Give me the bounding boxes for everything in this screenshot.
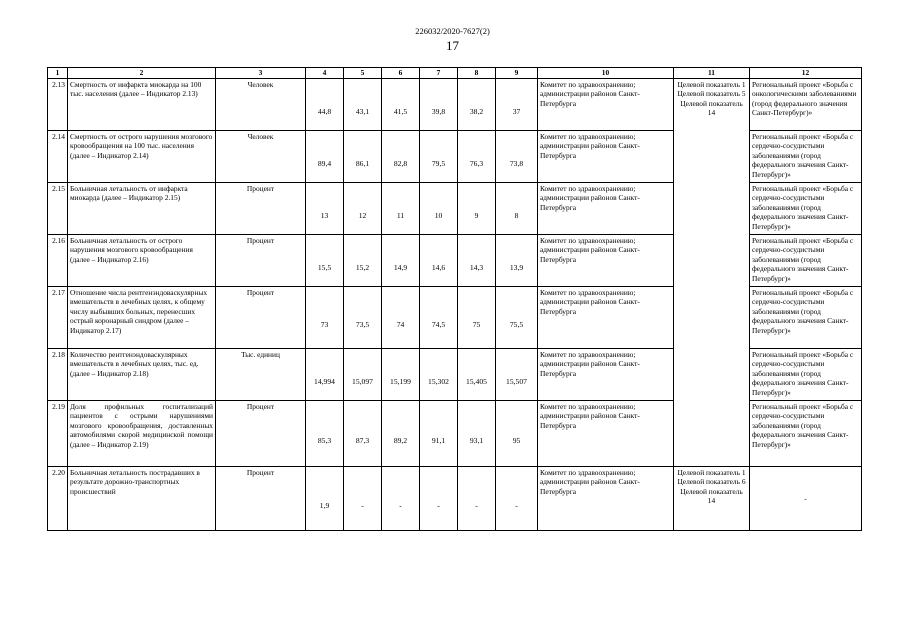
value-cell: [344, 401, 382, 467]
value-cell: [420, 349, 458, 401]
row-number: 2.20: [48, 467, 68, 531]
column-number: 8: [458, 68, 496, 79]
value-text: 15,2: [355, 262, 370, 272]
value-text: 74: [396, 319, 405, 329]
indicator-name: Смертность от острого нарушения мозгового кровообращения на 100 тыс. населения (далее – Индикатор 2.14): [68, 131, 216, 183]
table-row: [48, 79, 862, 131]
value-cell: [496, 349, 538, 401]
column-number-row: [48, 68, 862, 79]
value-text: 14,9: [393, 262, 408, 272]
column-number: 9: [496, 68, 538, 79]
value-text: 14,994: [314, 376, 335, 386]
unit-cell: Человек: [216, 79, 306, 131]
responsible-cell: Комитет по здравоохранению; администрации районов Санкт-Петербурга: [538, 287, 674, 349]
responsible-cell: Комитет по здравоохранению; администрации районов Санкт-Петербурга: [538, 235, 674, 287]
value-text: 37: [512, 106, 521, 116]
value-text: 15,199: [390, 376, 411, 386]
value-text: 38,2: [469, 106, 484, 116]
page-number: 17: [446, 38, 459, 53]
value-text: 93,1: [469, 435, 484, 445]
row-number: 2.18: [48, 349, 68, 401]
value-cell: [344, 349, 382, 401]
value-cell: [382, 287, 420, 349]
indicator-name: Больничная летальность от острого нарушения мозгового кровообращения (далее – Индикатор 2.16): [68, 235, 216, 287]
column-number: 11: [674, 68, 750, 79]
row-number: 2.19: [48, 401, 68, 467]
unit-cell: Процент: [216, 183, 306, 235]
value-cell: [496, 467, 538, 531]
value-text: 76,3: [469, 158, 484, 168]
indicator-name: Доля профильных госпитализаций пациентов с острыми нарушениями мозгового кровообращения, доставленных автомобилями скорой медицинской помощи (далее – Индикатор 2.19): [68, 401, 216, 467]
target-cell: Целевой показатель 1 Целевой показатель 5 Целевой показатель 14: [674, 79, 750, 467]
value-text: 13: [320, 210, 329, 220]
value-text: 39,8: [431, 106, 446, 116]
value-cell: [458, 131, 496, 183]
unit-cell: Процент: [216, 401, 306, 467]
value-text: 73,8: [509, 158, 524, 168]
project-cell: Региональный проект «Борьба с сердечно-сосудистыми заболеваниями (город федерального значения Санкт-Петербург)»: [750, 287, 862, 349]
value-text: 1,9: [319, 500, 330, 510]
unit-cell: Процент: [216, 467, 306, 531]
value-cell: [382, 467, 420, 531]
value-cell: [382, 131, 420, 183]
unit-cell: Человек: [216, 131, 306, 183]
value-cell: [458, 183, 496, 235]
value-text: 75,5: [509, 319, 524, 329]
unit-cell: Тыс. единиц: [216, 349, 306, 401]
value-cell: [306, 183, 344, 235]
value-text: 89,2: [393, 435, 408, 445]
indicator-name: Смертность от инфаркта миокарда на 100 тыс. населения (далее – Индикатор 2.13): [68, 79, 216, 131]
responsible-cell: Комитет по здравоохранению; администрации районов Санкт-Петербурга: [538, 349, 674, 401]
value-cell: [496, 401, 538, 467]
row-number: 2.13: [48, 79, 68, 131]
indicators-table: [47, 67, 862, 531]
value-text: 86,1: [355, 158, 370, 168]
value-text: 9: [474, 210, 479, 220]
value-text: 12: [358, 210, 367, 220]
responsible-cell: Комитет по здравоохранению; администрации районов Санкт-Петербурга: [538, 467, 674, 531]
value-cell: [458, 467, 496, 531]
column-number: 2: [68, 68, 216, 79]
indicator-name: Больничная летальность от инфаркта миокарда (далее – Индикатор 2.15): [68, 183, 216, 235]
column-number: 3: [216, 68, 306, 79]
value-text: 8: [514, 210, 519, 220]
value-cell: [458, 79, 496, 131]
value-text: 43,1: [355, 106, 370, 116]
value-text: 87,3: [355, 435, 370, 445]
value-text: 79,5: [431, 158, 446, 168]
value-text: -: [361, 500, 364, 510]
value-cell: [420, 79, 458, 131]
project-cell: Региональный проект «Борьба с сердечно-сосудистыми заболеваниями (город федерального значения Санкт-Петербург)»: [750, 183, 862, 235]
value-cell: [496, 287, 538, 349]
value-text: 89,4: [317, 158, 332, 168]
value-cell: [344, 235, 382, 287]
value-text: 74,5: [431, 319, 446, 329]
value-text: 15,097: [352, 376, 373, 386]
value-cell: [496, 183, 538, 235]
value-cell: [306, 235, 344, 287]
table-row: [48, 467, 862, 531]
value-cell: [306, 467, 344, 531]
value-cell: [458, 401, 496, 467]
value-cell: [306, 349, 344, 401]
unit-cell: Процент: [216, 235, 306, 287]
value-text: -: [475, 500, 478, 510]
value-text: -: [399, 500, 402, 510]
project-cell: Региональный проект «Борьба с сердечно-сосудистыми заболеваниями (город федерального значения Санкт-Петербург)»: [750, 235, 862, 287]
value-text: 73,5: [355, 319, 370, 329]
value-text: 91,1: [431, 435, 446, 445]
value-cell: [306, 401, 344, 467]
indicator-name: Отношение числа рентгенэндоваскулярных вмешательств в лечебных целях, к общему числу выбывших больных, перенесших острый коронарный синдром (далее – Индикатор 2.17): [68, 287, 216, 349]
responsible-cell: Комитет по здравоохранению; администрации районов Санкт-Петербурга: [538, 183, 674, 235]
column-number: 6: [382, 68, 420, 79]
value-cell: [496, 79, 538, 131]
indicator-name: Количество рентгенэндоваскулярных вмешательств в лечебных целях, тыс. ед. (далее – Индикатор 2.18): [68, 349, 216, 401]
responsible-cell: Комитет по здравоохранению; администрации районов Санкт-Петербурга: [538, 131, 674, 183]
value-text: 75: [472, 319, 481, 329]
value-cell: [306, 287, 344, 349]
value-text: 82,8: [393, 158, 408, 168]
row-number: 2.15: [48, 183, 68, 235]
indicator-name: Больничная летальность пострадавших в результате дорожно-транспортных происшествий: [68, 467, 216, 531]
document-number: 226032/2020-7627(2): [415, 26, 490, 36]
value-text: 95: [512, 435, 521, 445]
value-text: -: [437, 500, 440, 510]
row-number: 2.16: [48, 235, 68, 287]
responsible-cell: Комитет по здравоохранению; администрации районов Санкт-Петербурга: [538, 401, 674, 467]
column-number: 10: [538, 68, 674, 79]
value-cell: [420, 235, 458, 287]
value-text: 13,9: [509, 262, 524, 272]
project-cell: Региональный проект «Борьба с сердечно-сосудистыми заболеваниями (город федерального значения Санкт-Петербург)»: [750, 401, 862, 467]
value-cell: [420, 131, 458, 183]
value-cell: [458, 349, 496, 401]
value-text: 44,8: [317, 106, 332, 116]
target-cell: Целевой показатель 1 Целевой показатель 6 Целевой показатель 14: [674, 467, 750, 531]
project-cell: -: [750, 467, 862, 531]
value-cell: [420, 401, 458, 467]
row-number: 2.14: [48, 131, 68, 183]
value-cell: [306, 79, 344, 131]
responsible-cell: Комитет по здравоохранению; администрации районов Санкт-Петербурга: [538, 79, 674, 131]
value-text: 14,3: [469, 262, 484, 272]
value-text: 10: [434, 210, 443, 220]
value-text: 15,405: [466, 376, 487, 386]
value-cell: [382, 183, 420, 235]
value-text: -: [515, 500, 518, 510]
value-cell: [420, 287, 458, 349]
column-number: 4: [306, 68, 344, 79]
project-cell: Региональный проект «Борьба с онкологическими заболеваниями (город федерального значения Санкт-Петербург)»: [750, 79, 862, 131]
value-cell: [344, 287, 382, 349]
value-cell: [420, 183, 458, 235]
value-text: 85,3: [317, 435, 332, 445]
column-number: 1: [48, 68, 68, 79]
value-text: 15,302: [428, 376, 449, 386]
value-text: 14,6: [431, 262, 446, 272]
project-cell: Региональный проект «Борьба с сердечно-сосудистыми заболеваниями (город федерального значения Санкт-Петербург)»: [750, 131, 862, 183]
value-cell: [420, 467, 458, 531]
row-number: 2.17: [48, 287, 68, 349]
value-cell: [496, 235, 538, 287]
value-text: 11: [396, 210, 405, 220]
column-number: 12: [750, 68, 862, 79]
value-cell: [382, 235, 420, 287]
value-cell: [306, 131, 344, 183]
value-cell: [496, 131, 538, 183]
value-cell: [382, 401, 420, 467]
value-cell: [382, 79, 420, 131]
value-text: 41,5: [393, 106, 408, 116]
value-cell: [382, 349, 420, 401]
value-cell: [344, 131, 382, 183]
value-cell: [458, 235, 496, 287]
value-cell: [344, 79, 382, 131]
column-number: 5: [344, 68, 382, 79]
value-cell: [344, 183, 382, 235]
value-text: 15,507: [506, 376, 527, 386]
column-number: 7: [420, 68, 458, 79]
value-text: 15,5: [317, 262, 332, 272]
value-text: 73: [320, 319, 329, 329]
value-cell: [458, 287, 496, 349]
unit-cell: Процент: [216, 287, 306, 349]
project-cell: Региональный проект «Борьба с сердечно-сосудистыми заболеваниями (город федерального значения Санкт-Петербург)»: [750, 349, 862, 401]
value-cell: [344, 467, 382, 531]
